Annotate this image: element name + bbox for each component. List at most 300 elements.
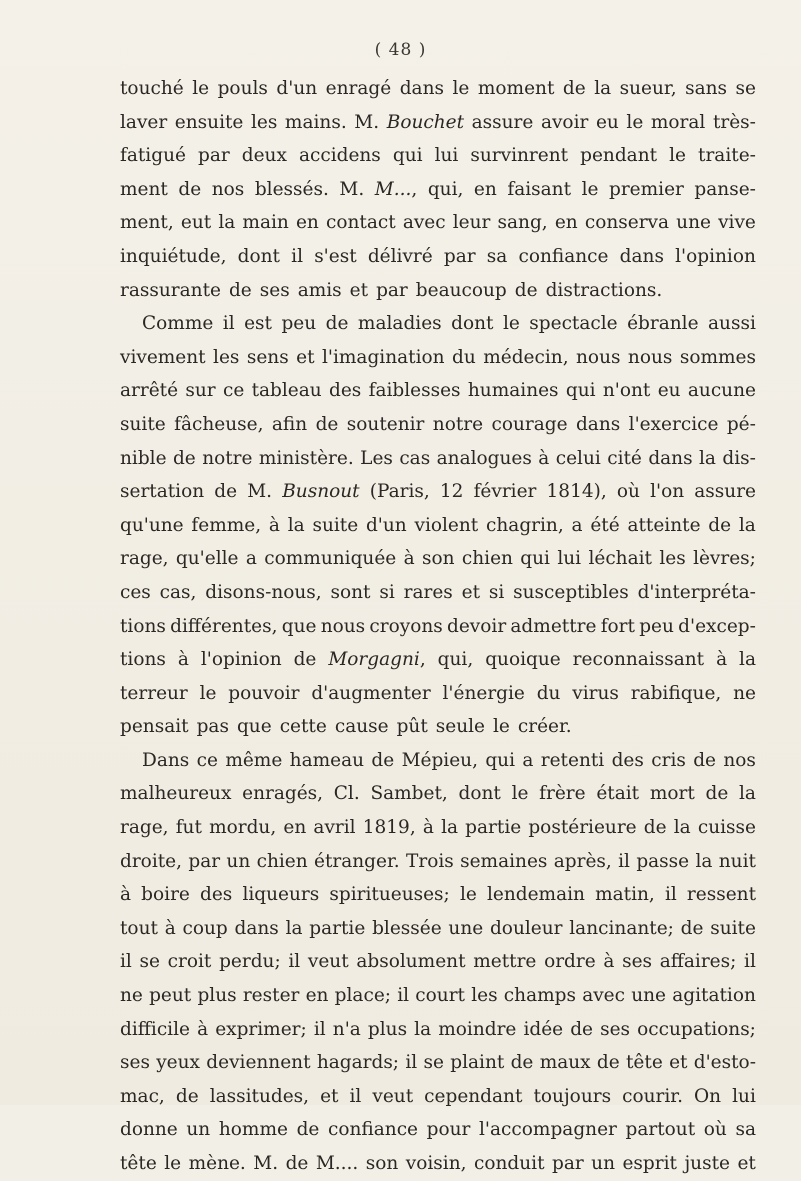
word: le: [199, 682, 217, 704]
text-line: [120, 1147, 756, 1181]
word: lèvres;: [693, 548, 756, 570]
word: champs: [503, 985, 576, 1007]
word: M....: [315, 1153, 359, 1174]
word: ment: [120, 178, 168, 200]
word: blessés.: [254, 178, 329, 200]
word: ressent: [686, 884, 756, 906]
word: même: [225, 749, 283, 771]
word: à: [268, 514, 280, 536]
word: tête: [120, 1153, 157, 1174]
word: il: [405, 1052, 418, 1074]
word: et: [320, 1085, 339, 1107]
word: pendant: [580, 145, 658, 167]
word: place;: [334, 985, 392, 1007]
word: Comme: [142, 313, 214, 335]
word: et: [669, 1052, 688, 1074]
word: ce: [196, 749, 218, 771]
word: de: [172, 447, 196, 469]
word: sa: [735, 1119, 756, 1141]
word: confiance: [518, 245, 609, 267]
word: enragés,: [242, 783, 324, 805]
word: des: [200, 884, 233, 906]
word: Cl.: [333, 783, 360, 805]
word: de: [514, 279, 538, 301]
word: arrêté: [120, 380, 179, 402]
word: nous: [627, 346, 673, 368]
word: dans: [648, 447, 693, 469]
word: devoir: [447, 615, 507, 637]
word: d'un: [276, 78, 318, 99]
text-line: [120, 206, 756, 240]
word: cas,: [159, 581, 197, 603]
word: mordu,: [209, 817, 277, 839]
word: semaines: [460, 850, 548, 872]
word: de: [178, 178, 202, 200]
word: qui: [520, 548, 550, 570]
word: qu'elle: [175, 548, 239, 570]
word: la: [287, 514, 305, 536]
word: virus: [572, 682, 619, 704]
word: affaires;: [659, 951, 737, 973]
word: M.: [354, 111, 380, 133]
word: accidens: [298, 145, 381, 167]
word: esprit: [622, 1153, 677, 1174]
word: de: [315, 413, 339, 435]
word: notre: [202, 447, 253, 469]
word: avril: [313, 817, 356, 839]
word: étranger.: [314, 850, 400, 872]
word: juste: [684, 1153, 730, 1174]
text-line: [120, 1013, 756, 1047]
word: Busnout: [282, 481, 360, 503]
text-line: [120, 509, 756, 543]
word: par: [551, 1153, 584, 1174]
word: cependant: [424, 1085, 523, 1107]
word: maladies: [357, 313, 442, 335]
word: Trois: [406, 850, 454, 872]
word: février: [473, 481, 537, 503]
word: Dans: [142, 749, 190, 771]
word: mains.: [284, 111, 347, 133]
word: croyons: [369, 615, 443, 637]
word: pût: [396, 716, 428, 738]
word: en: [295, 212, 319, 234]
word: avec: [402, 212, 446, 234]
word: la: [739, 783, 756, 805]
word: ses: [622, 951, 653, 973]
word: les: [213, 346, 240, 368]
word: un: [591, 1153, 616, 1174]
word: seule: [435, 716, 486, 738]
word: que: [236, 716, 272, 738]
text-line: [120, 979, 756, 1013]
word: mac,: [120, 1085, 165, 1107]
word: homme: [218, 1119, 288, 1141]
word: croit: [167, 951, 212, 973]
text-line: [120, 945, 756, 979]
word: à: [164, 917, 176, 939]
text-line: [120, 878, 756, 912]
word: de: [643, 817, 667, 839]
word: par: [197, 145, 230, 167]
word: chien: [461, 548, 513, 570]
word: conduit: [473, 1153, 545, 1174]
word: M.: [339, 178, 365, 200]
word: idée: [523, 1018, 564, 1040]
word: leur: [452, 212, 491, 234]
word: la: [285, 917, 303, 939]
word: à: [716, 649, 728, 671]
word: en: [305, 985, 329, 1007]
text-line: [120, 341, 756, 375]
word: il: [222, 313, 235, 335]
word: tout: [120, 917, 158, 939]
word: à: [120, 884, 132, 906]
word: de: [596, 1052, 620, 1074]
word: perdu;: [219, 951, 281, 973]
word: à: [538, 447, 550, 469]
word: le: [669, 145, 686, 167]
word: il: [288, 951, 301, 973]
word: ne: [120, 985, 143, 1007]
word: touché: [120, 78, 184, 99]
word: dans: [619, 245, 664, 267]
word: spectacle: [529, 313, 618, 335]
word: dans: [399, 78, 444, 99]
word: dont: [451, 313, 494, 335]
word: ordre: [544, 951, 596, 973]
word: dans: [234, 917, 279, 939]
word: ces: [120, 581, 151, 603]
text-line: [120, 72, 756, 106]
word: l'opinion: [200, 649, 282, 671]
word: l'énergie: [442, 682, 525, 704]
word: amis: [297, 279, 342, 301]
word: par: [376, 279, 408, 301]
word: fatigué: [120, 145, 186, 167]
word: communiquée: [264, 548, 397, 570]
word: eu: [657, 380, 681, 402]
word: avoir: [540, 111, 589, 133]
word: suite: [120, 413, 166, 435]
word: frère: [539, 783, 586, 805]
word: le: [164, 1153, 182, 1174]
text-line: [120, 744, 756, 778]
word: contact: [325, 212, 396, 234]
word: enragé: [325, 78, 392, 99]
word: boire: [141, 884, 190, 906]
word: délivré: [367, 245, 433, 267]
word: celui: [555, 447, 601, 469]
word: nuit: [718, 850, 756, 872]
word: veut: [372, 1085, 414, 1107]
word: ment,: [120, 212, 174, 234]
word: il: [120, 951, 132, 973]
word: l'imagination: [321, 346, 445, 368]
word: il: [618, 850, 630, 872]
word: tions: [120, 615, 166, 637]
word: médecin,: [483, 346, 569, 368]
word: main: [242, 212, 289, 234]
word: lancinante;: [569, 917, 674, 939]
word: tableau: [251, 380, 322, 402]
word: pour: [426, 1119, 471, 1141]
word: de: [293, 649, 317, 671]
word: sang,: [497, 212, 548, 234]
word: sont: [330, 581, 371, 603]
word: conserva: [584, 212, 670, 234]
word: une: [448, 917, 484, 939]
word: vive: [718, 212, 756, 234]
word: ses: [120, 1052, 150, 1074]
word: chien: [256, 850, 308, 872]
word: dis-: [722, 447, 756, 469]
word: tions: [120, 649, 166, 671]
word: l'exercice: [628, 413, 719, 435]
text-line: [120, 1080, 756, 1114]
word: du: [452, 346, 476, 368]
word: reconnaissant: [572, 649, 705, 671]
word: lui: [732, 1085, 756, 1107]
word: qui: [485, 749, 516, 771]
word: plaint: [450, 1052, 505, 1074]
word: et: [737, 1153, 756, 1174]
word: 1819,: [362, 817, 416, 839]
word: plus: [197, 985, 237, 1007]
word: disons-nous,: [205, 581, 322, 603]
word: un: [226, 850, 251, 872]
word: sur: [185, 380, 216, 402]
word: lui: [557, 548, 582, 570]
word: cette: [279, 716, 327, 738]
word: absolument: [356, 951, 466, 973]
word: lui: [434, 145, 459, 167]
word: lendemain: [486, 884, 585, 906]
word: n'ont: [602, 380, 651, 402]
word: a: [522, 749, 534, 771]
text-line: [120, 173, 756, 207]
word: à: [403, 548, 415, 570]
word: qui: [392, 145, 423, 167]
word: 12: [439, 481, 464, 503]
word: rester: [242, 985, 300, 1007]
word: court: [415, 985, 465, 1007]
word: faisant: [507, 178, 572, 200]
word: douleur: [489, 917, 563, 939]
word: moment: [477, 78, 555, 99]
word: de: [285, 1153, 309, 1174]
word: il: [349, 1085, 362, 1107]
word: deviennent: [206, 1052, 311, 1074]
word: après,: [553, 850, 612, 872]
word: il: [291, 245, 304, 267]
word: Mépieu,: [401, 749, 478, 771]
word: peut: [149, 985, 192, 1007]
word: sertation: [120, 481, 205, 503]
word: si: [379, 581, 395, 603]
word: eu: [595, 111, 619, 133]
text-line: [120, 106, 756, 140]
word: de: [680, 917, 704, 939]
word: nos: [211, 178, 245, 200]
word: le: [459, 884, 477, 906]
word: femme,: [191, 514, 262, 536]
word: cris: [651, 749, 686, 771]
word: ses: [600, 1018, 631, 1040]
word: sans: [685, 78, 728, 99]
text-line: [120, 710, 756, 744]
word: qui,: [437, 649, 474, 671]
word: et: [461, 581, 481, 603]
word: le: [493, 716, 510, 738]
word: se: [735, 78, 756, 99]
word: afin: [271, 413, 308, 435]
word: mène.: [188, 1153, 246, 1174]
word: suite: [710, 917, 756, 939]
word: se: [139, 951, 160, 973]
word: panse-: [694, 178, 756, 200]
word: plus: [367, 1018, 408, 1040]
word: tête: [626, 1052, 663, 1074]
word: de: [562, 78, 586, 99]
word: retenti: [540, 749, 605, 771]
word: de: [214, 481, 238, 503]
text-line: [120, 576, 756, 610]
word: s'est: [314, 245, 357, 267]
word: d'excep-: [678, 615, 756, 637]
text-line: [120, 677, 756, 711]
word: de: [296, 1119, 320, 1141]
text-line: [120, 408, 756, 442]
word: passe: [636, 850, 690, 872]
word: assure: [471, 111, 534, 133]
text-line: [120, 274, 756, 308]
word: il: [313, 1018, 326, 1040]
word: le: [511, 783, 529, 805]
word: sueur,: [619, 78, 677, 99]
word: de: [371, 749, 395, 771]
word: le: [502, 313, 520, 335]
word: il: [397, 985, 410, 1007]
word: le: [581, 178, 599, 200]
word: son: [365, 1153, 399, 1174]
word: de: [175, 1085, 199, 1107]
word: en: [473, 178, 497, 200]
word: en: [283, 817, 307, 839]
word: partout: [625, 1119, 696, 1141]
word: est: [244, 313, 272, 335]
word: très-: [712, 111, 756, 133]
word: son: [421, 548, 455, 570]
word: différentes,: [170, 615, 278, 637]
word: la: [673, 817, 691, 839]
text-line: [120, 1046, 756, 1080]
word: rares: [403, 581, 453, 603]
word: de: [570, 1018, 594, 1040]
word: aussi: [708, 313, 756, 335]
word: la: [739, 649, 756, 671]
word: rabifique,: [630, 682, 722, 704]
word: nible: [120, 447, 167, 469]
word: par: [443, 245, 476, 267]
word: dans: [575, 413, 621, 435]
word: terreur: [120, 682, 188, 704]
word: d'un: [365, 514, 407, 536]
word: M.: [247, 481, 273, 503]
word: n'a: [332, 1018, 361, 1040]
word: quoique: [485, 649, 561, 671]
word: était: [596, 783, 640, 805]
word: chagrin,: [486, 514, 564, 536]
word: de: [693, 749, 717, 771]
word: humaines: [467, 380, 559, 402]
word: deux: [241, 145, 287, 167]
word: lassitudes,: [209, 1085, 310, 1107]
word: qui,: [427, 178, 464, 200]
word: l'accompagner: [479, 1119, 617, 1141]
word: rassurante: [120, 279, 221, 301]
word: l'opinion: [675, 245, 756, 267]
word: à: [177, 649, 189, 671]
word: a: [571, 514, 583, 536]
word: d'augmenter: [311, 682, 431, 704]
word: premier: [608, 178, 684, 200]
word: postérieure: [528, 817, 637, 839]
word: moral: [650, 111, 706, 133]
word: l'on: [650, 481, 685, 503]
word: des: [611, 749, 644, 771]
word: partie: [309, 917, 366, 939]
word: des: [329, 380, 362, 402]
word: partie: [465, 817, 522, 839]
word: la: [699, 447, 716, 469]
word: la: [594, 78, 612, 99]
word: rage,: [120, 548, 169, 570]
word: traite-: [698, 145, 756, 167]
word: cas: [399, 447, 431, 469]
word: laver: [120, 111, 168, 133]
word: confiance: [328, 1119, 419, 1141]
word: il: [664, 884, 677, 906]
word: sens: [246, 346, 289, 368]
word: la: [695, 850, 713, 872]
word: difficile: [120, 1018, 190, 1040]
word: ministère.: [258, 447, 354, 469]
word: toujours: [533, 1085, 612, 1107]
word: un: [186, 1119, 211, 1141]
word: cité: [607, 447, 642, 469]
word: pouls: [217, 78, 268, 99]
word: la: [738, 514, 756, 536]
word: léchait: [588, 548, 652, 570]
word: violent: [414, 514, 479, 536]
word: fort: [600, 615, 635, 637]
word: faiblesses: [368, 380, 461, 402]
word: qui: [565, 380, 596, 402]
text-line: [120, 610, 756, 644]
word: M...,: [374, 178, 418, 200]
word: cuisse: [697, 817, 756, 839]
word: de: [325, 313, 349, 335]
word: les: [250, 111, 278, 133]
word: que: [281, 615, 317, 637]
word: qu'une: [120, 514, 184, 536]
word: dont: [237, 245, 280, 267]
word: (Paris,: [369, 481, 430, 503]
page-number: ( 48 ): [374, 40, 427, 60]
word: pouvoir: [228, 682, 300, 704]
word: été: [590, 514, 620, 536]
